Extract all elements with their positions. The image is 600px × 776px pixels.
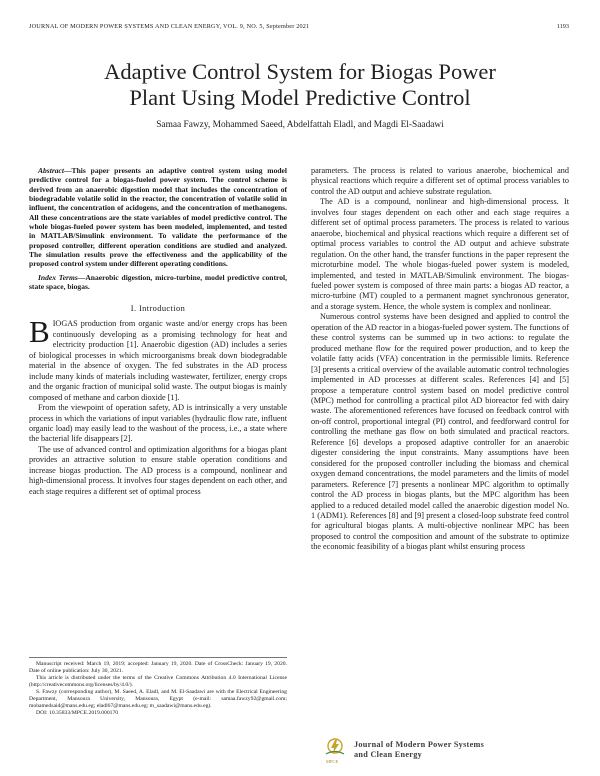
right-paragraph-2: The AD is a compound, nonlinear and high-dimensional process. It involves four stages dependent on each other and each stage requires a different set of optimal process parameters. The process is related to various anaerobe, biochemical and physical reactions which require a different set of optimal process variables to control the AD output and achieve substrate regulation. On the other hand, the transfer functions in the paper represent the microturbine model. The whole biogas-fueled power system is modeled, implemented, and tested in MATLAB/Simulink environment. The biogas-fueled power system is composed of three main parts: a biogas AD reactor, a micro-turbine (MT) coupled to a permanent magnet synchronous generator, and a storage system. Hence, the whole system is complex and nonlinear.: [311, 197, 569, 311]
journal-running-title: JOURNAL OF MODERN POWER SYSTEMS AND CLEAN ENERGY, VOL. 9, NO. 5, September 2021: [29, 23, 310, 30]
paper-title: [40, 59, 560, 111]
footnote-license: This article is distributed under the terms of the Creative Commons Attribution 4.0 International License (http://creativecommons.org/licenses/by/4.0/).: [29, 675, 287, 689]
logo-journal-name-line-2: and Clean Energy: [354, 750, 423, 759]
section-heading-introduction: I. Introduction: [130, 304, 186, 314]
running-header: [29, 23, 569, 35]
intro-paragraph-1: [29, 314, 287, 403]
footnote-doi: DOI: 10.35833/MPCE.2019.000170: [36, 710, 119, 717]
intro-paragraph-1-text: IOGAS production from organic waste and/or energy crops has been continuously developing as a promising technology for heat and electricity production [1]. Anaerobic digestion (AD) includes a series of biological processes in which microorganisms break down biodegradable material in the absence of oxygen. The fed substrates in the AD process include many kinds of materials including wastewater, fertilizer, energy crops and the organic fraction of municipal solid waste. The output biogas is mainly composed of methane and carbon dioxide [1].: [29, 319, 287, 402]
title-line-1: Adaptive Control System for Biogas Power: [104, 59, 496, 84]
abstract: [29, 166, 287, 269]
abstract-label: Abstract: [38, 166, 64, 175]
abstract-text: —This paper presents an adaptive control system using model predictive control for a biogas-fueled power system. The control scheme is derived from an anaerobic digestion model that includes the concentration of biodegradable volatile solid in the reactor, the concentration of volatile solid in influent, the concentration of acidogens, and the concentration of methanogens. All these concentrations are the state variables of model predictive control. The whole biogas-fueled power system has been modeled, implemented, and tested in MATLAB/Simulink environment. To validate the performance of the proposed controller, different operation conditions are studied and analyzed. The simulation results prove the effectiveness and the applicability of the proposed control system under different operating conditions.: [29, 166, 287, 269]
page-number: 1193: [556, 23, 569, 30]
right-paragraph-3: Numerous control systems have been designed and applied to control the operation of the AD reactor in a biogas-fueled power system. The functions of these control systems can be summed up in two actions: to regulate the produced methane flow for the required power production, and to keep the volatile fatty acids (VFA) concentration in the permissible limits. Reference [3] presents a critical overview of the available automatic control technologies implemented in AD processes at different scales. References [4] and [5] propose a temperature control system based on model predictive control (MPC) method for controlling a practical pilot AD bioreactor fed with dairy waste. The aforementioned references have focused on feedback control with on-off control, proportional integral (PI) control, and feedforward control for controlling the methane gas flow on both simulated and practical reactors. Reference [6] develops a proposed adaptive controller for an anaerobic digester considering the input constraints. Many assumptions have been considered for the proposed controller including the biomass and chemical oxygen demand concentrations, the model parameters and the limits of model parameters. Reference [7] presents a nonlinear MPC algorithm to optimally control the AD process in biogas plants, but the MPC algorithm has been applied to a reduced detailed model called the anaerobic digestion model No. 1 (ADM1). References [8] and [9] present a closed-loop substrate feed control for agricultural biogas plants. A multi-objective nonlinear MPC has been proposed to control the composition and amount of the substrate to optimize the economic feasibility of a biogas plant whilst ensuring process: [311, 312, 569, 552]
logo-journal-name-line-1: Journal of Modern Power Systems: [354, 740, 485, 749]
right-paragraph-1: parameters. The process is related to various anaerobe, biochemical and physical reactions which require a different set of optimal process variables to control the AD output and achieve substrate regulation.: [311, 166, 569, 196]
index-terms-label: Index Terms: [38, 272, 78, 282]
logo-abbreviation: MPCE: [326, 759, 339, 764]
author-list: Samaa Fawzy, Mohammed Saeed, Abdelfattah Eladl, and Magdi El-Saadawi: [156, 120, 444, 130]
intro-paragraph-2: From the viewpoint of operation safety, AD is intrinsically a very unstable process in which the variations of input variables (hydraulic flow rate, influent organic load) may easily lead to the washout of the process, i.e., a state where the bacterial life disappears [2].: [29, 403, 287, 444]
index-terms: [29, 273, 287, 292]
footnote-manuscript-dates: Manuscript received: March 19, 2019; accepted: January 19, 2020. Date of CrossCheck: January 19, 2020. Date of online publication: July 30, 2021.: [29, 661, 287, 675]
drop-cap: B: [29, 314, 50, 350]
left-column: [29, 166, 287, 497]
footnote-affiliations: S. Fawzy (corresponding author), M. Saeed, A. Eladl, and M. El-Saadawi are with the Electrical Engineering Department, Mansoura University, Mansoura, Egypt (e-mail: samaa.fawzy92@gmail.com; mohamedsaid@mans.edu.eg; eladl67@mans.edu.eg; m_saadawi@mans.edu.eg).: [29, 689, 287, 710]
journal-logo-icon: [322, 737, 348, 759]
intro-paragraph-3: The use of advanced control and optimization algorithms for a biogas plant provides an attractive solution to ensure stable operation conditions and increase biogas production. The AD process is a compound, nonlinear and high-dimensional process. It involves four stages dependent on each other, and each stage requires a different set of optimal process: [29, 444, 287, 496]
right-column: [311, 166, 569, 553]
title-line-2: Plant Using Model Predictive Control: [129, 85, 471, 110]
journal-logo-block: [322, 737, 562, 764]
index-terms-text: —Anaerobic digestion, micro-turbine, model predictive control, state space, biogas.: [29, 272, 287, 292]
footnotes: [29, 657, 287, 717]
